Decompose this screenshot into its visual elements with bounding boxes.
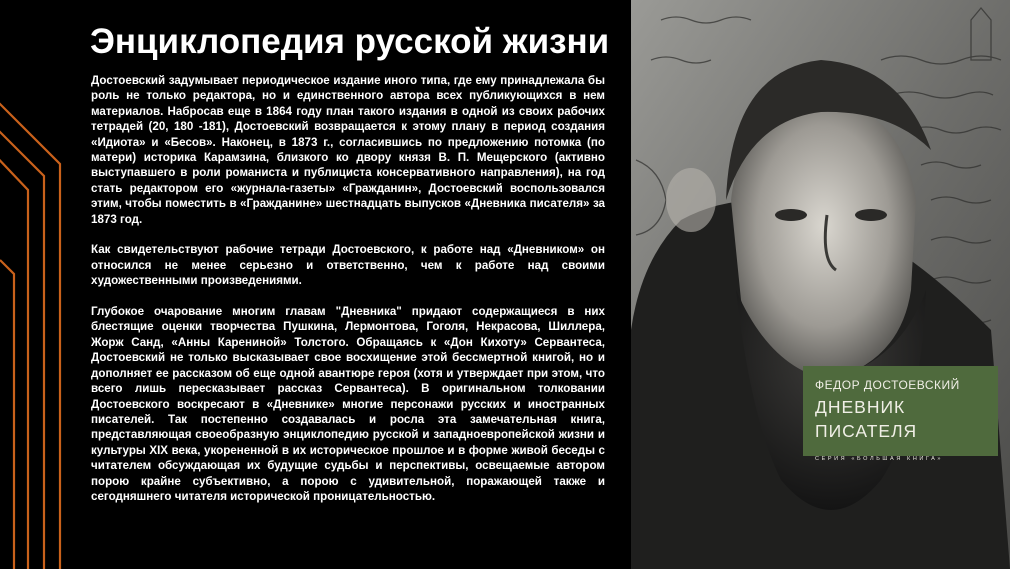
cover-author: ФЕДОР ДОСТОЕВСКИЙ	[815, 378, 960, 392]
book-cover-label	[803, 366, 998, 462]
cover-series: СЕРИЯ «БОЛЬШАЯ КНИГА»	[815, 456, 944, 462]
decorative-stripes	[0, 0, 80, 569]
portrait-illustration	[631, 0, 1010, 569]
stripe-2	[0, 122, 44, 569]
paragraph-2: Как свидетельствуют рабочие тетради Достоевского, к работе над «Дневником» он относился не менее серьезно и ответственно, чем к работе над своими художественными произведениями.	[91, 243, 605, 288]
stripe-4	[0, 260, 14, 569]
dostoevsky-portrait-image	[631, 0, 1010, 569]
paragraph-3: Глубокое очарование многим главам "Дневника" придают содержащиеся в них блестящие оценки творчества Пушкина, Лермонтова, Гоголя, Некрасова, Шиллера, Жорж Санд, «Анны Карениной» Толстого. Обращаясь к «Дон Кихоту» Сервантеса, Достоевский не только высказывает свое восхищение этой бессмертной книгой, но и дополняет ее рассказом об еще одной авантюре героя (хотя и утверждает при этом, что всего лишь пересказывает рассказ Сервантеса). В оригинальном толковании Достоевского воскресают в «Дневнике» многие персонажи русских и иностранных писателей. Так постепенно создавалась и росла эта замечательная книга, представляющая своеобразную энциклопедию русской и западноевропейской жизни и культуры XIX века, укорененной в их историческое прошлое и в форме живой беседы с читателем обсуждающая их будущие судьбы и перспективы, освещаемые автором порою крайне субъективно, а порою с удивительной, поражающей также и сегодняшнего читателя исторической проницательностью.	[91, 305, 605, 503]
cover-title: ДНЕВНИК ПИСАТЕЛЯ	[815, 397, 918, 441]
stripe-3	[0, 94, 60, 569]
slide-title: Энциклопедия русской жизни	[90, 22, 610, 61]
body-text	[91, 73, 605, 520]
paragraph-1: Достоевский задумывает периодическое издание иного типа, где ему принадлежала бы роль не только редактора, но и единственного автора всех публикующихся в нем материалов. Набросав еще в 1864 году план такого издания в одной из своих рабочих тетрадей (20, 180 -181), Достоевский возвращается к этому плану в период создания «Идиота» и «Бесов». Наконец, в 1873 г., согласившись по предложению потомка (по матери) историка Карамзина, близкого ко двору князя В. П. Мещерского (активно выступавшего в роли романиста и публициста консервативного направления), на год стать редактором его «журнала-газеты» «Гражданин», Достоевский воспользовался этим, чтобы поместить в «Гражданине» шестнадцать выпусков «Дневника писателя» за 1873 год.	[91, 74, 605, 226]
